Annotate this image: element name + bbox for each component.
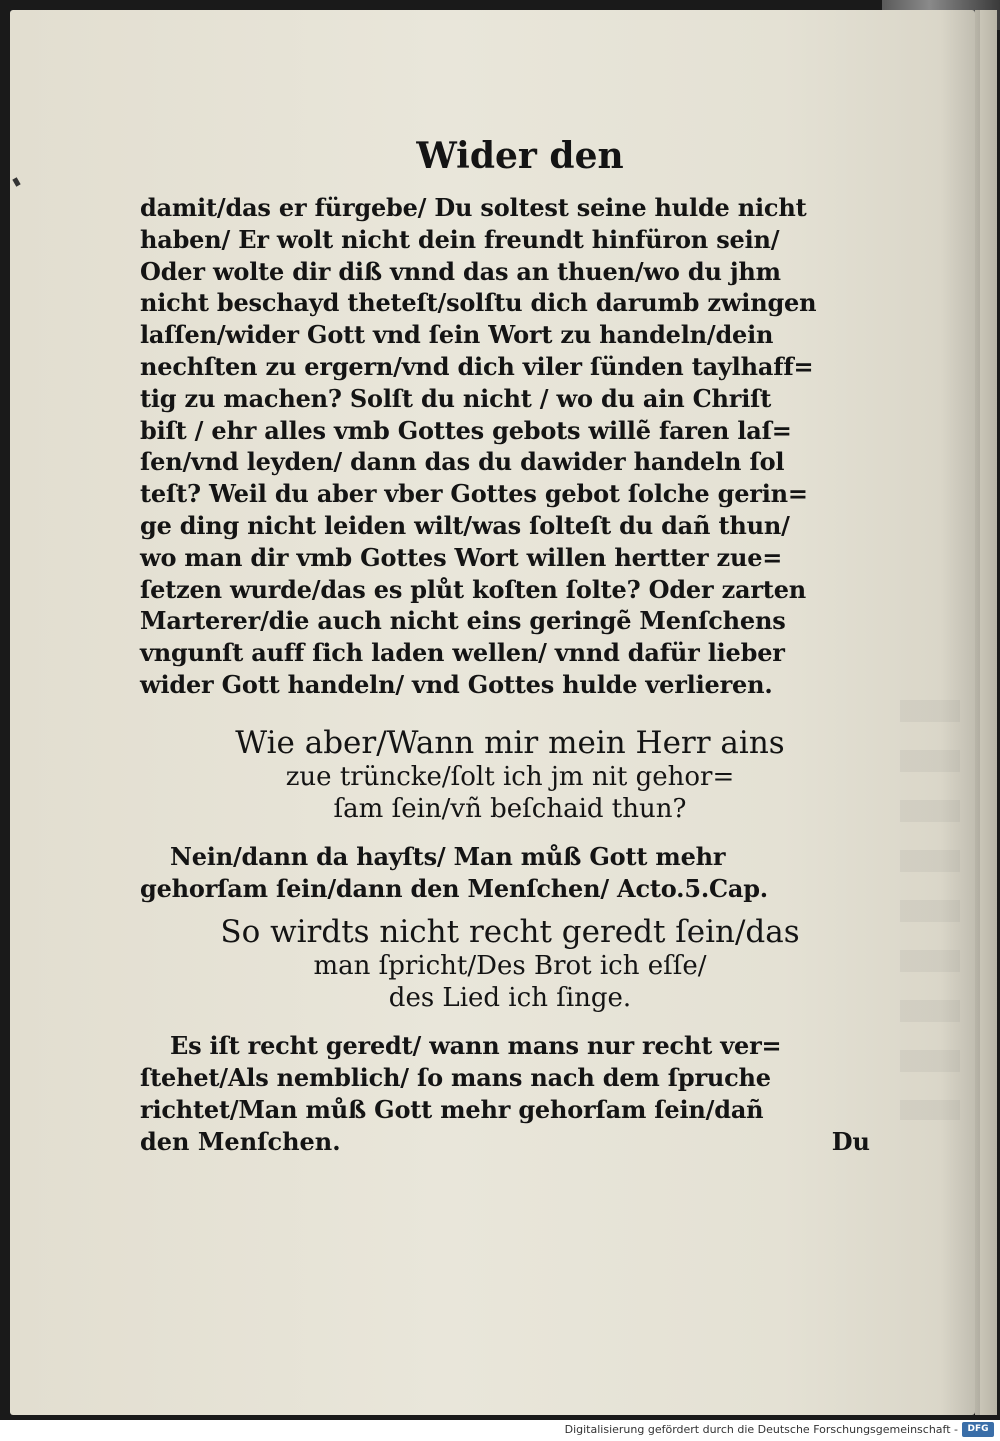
text-line: wo man dir vmb Gottes Wort willen hertter zue= (140, 542, 783, 572)
question-line: man ſpricht/Des Brot ich eſſe/ (313, 951, 707, 982)
text-line: Nein/dann da hayſts/ Man můß Gott mehr (170, 841, 726, 871)
text-line: biſt / ehr alles vmb Gottes gebots willẽ faren laſ= (140, 415, 792, 445)
text-line: gehorſam ſein/dann den Menſchen/ Acto.5.Cap. (140, 873, 768, 903)
question-line: ſam ſein/vñ beſchaid thun? (333, 793, 687, 824)
text-line: teſt? Weil du aber vber Gottes gebot ſolche gerin= (140, 479, 808, 509)
paragraph-1 (140, 192, 880, 701)
text-line: ge ding nicht leiden wilt/was ſolteſt du dañ thun/ (140, 510, 790, 540)
catchword: Du (831, 1126, 870, 1156)
text-line: Marterer/die auch nicht eins geringẽ Menſchens (140, 606, 786, 636)
question-line: Wie aber/Wann mir mein Herr ains (235, 724, 785, 761)
text-line: ſetzen wurde/das es plůt koſten ſolte? Oder zarten (140, 574, 807, 604)
show-through (900, 700, 960, 1120)
footer-bar (0, 1420, 1000, 1441)
text-line: tig zu machen? Solſt du nicht / wo du ain Chriſt (140, 383, 772, 413)
answer-1 (140, 841, 880, 905)
text-line: Oder wolte dir diß vnnd das an thuen/wo du jhm (140, 256, 781, 286)
answer-2 (140, 1030, 880, 1157)
text-line: wider Gott handeln/ vnd Gottes hulde verlieren. (140, 669, 773, 699)
running-head: Wider den (416, 135, 624, 177)
question-2 (140, 914, 880, 1014)
text-line: nicht beschayd theteſt/solſtu dich darumb zwingen (140, 288, 817, 318)
text-line: ſtehet/Als nemblich/ ſo mans nach dem ſpruche (140, 1063, 771, 1093)
last-line (140, 1126, 880, 1158)
dfg-logo: DFG (962, 1422, 994, 1437)
text-line: ſen/vnd leyden/ dann das du dawider handeln ſol (140, 447, 785, 477)
text-line: damit/das er fürgebe/ Du soltest seine hulde nicht (140, 193, 807, 222)
question-line: So wirdts nicht recht geredt ſein/das (220, 914, 800, 951)
funding-credit: Digitalisierung gefördert durch die Deutsche Forschungsgemeinschaft - (564, 1423, 958, 1436)
text-line: vngunſt auff ſich laden wellen/ vnnd dafür lieber (140, 638, 785, 668)
text-line: nechſten zu ergern/vnd dich viler ſünden taylhaff= (140, 351, 814, 381)
question-line: zue trüncke/ſolt ich jm nit gehor= (285, 761, 735, 792)
question-1 (140, 725, 880, 825)
page-text (140, 130, 880, 1158)
text-line: haben/ Er wolt nicht dein freundt hinfüron sein/ (140, 224, 780, 254)
question-line: des Lied ich ſinge. (388, 983, 632, 1014)
text-line: Es iſt recht geredt/ wann mans nur recht ver= (170, 1031, 782, 1061)
text-line: laſſen/wider Gott vnd ſein Wort zu handeln/dein (140, 320, 774, 350)
text-line: richtet/Man můß Gott mehr gehorſam ſein/dañ (140, 1094, 764, 1124)
text-line: den Menſchen. (140, 1126, 341, 1156)
